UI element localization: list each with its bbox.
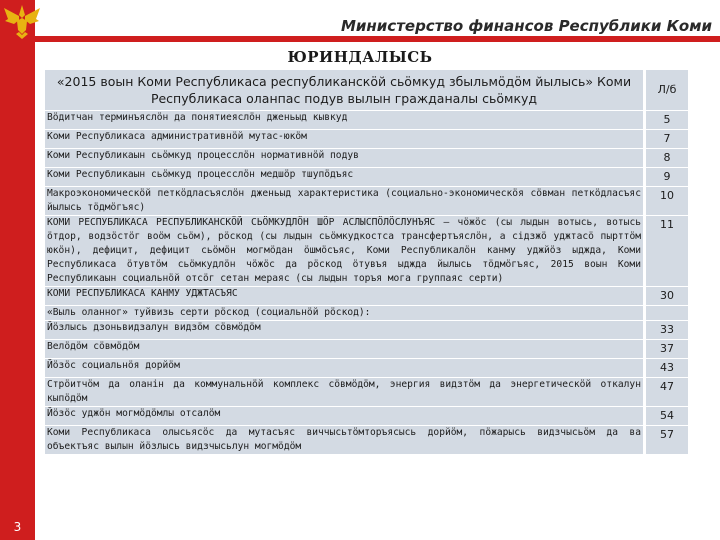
table-header-row bbox=[45, 70, 688, 110]
row-page: 30 bbox=[646, 287, 688, 305]
row-text: Коми Республикаын сьӧмкуд процесслӧн нормативнӧй подув bbox=[45, 149, 643, 167]
row-page: 5 bbox=[646, 111, 688, 129]
contents-table bbox=[45, 70, 688, 455]
table-row bbox=[45, 130, 688, 148]
row-text: КОМИ РЕСПУБЛИКАСА КАНМУ УДЖТАСЪЯС bbox=[45, 287, 643, 305]
header-rule bbox=[35, 36, 720, 42]
row-text: Коми Республикаса олысьясӧс да мутасъяс виччысьтӧмторъясысь дорйӧм, пӧжарысь видзчысьӧм да ва объектъяс вылын йӧзлысь видзчысьлун могмӧдӧм bbox=[47, 427, 641, 452]
row-text: Коми Республикаса административнӧй мутас-юкӧм bbox=[45, 130, 643, 148]
ministry-name: Министерство финансов Республики Коми bbox=[341, 17, 712, 35]
page-title: ЮРИНДАЛЫСЬ bbox=[287, 48, 433, 66]
row-page: 9 bbox=[646, 168, 688, 186]
row-text: Коми Республикаын сьӧмкуд процесслӧн медшӧр тшупӧдъяс bbox=[45, 168, 643, 186]
row-page: 47 bbox=[646, 378, 688, 406]
row-page: 10 bbox=[646, 187, 688, 215]
komi-bird-emblem-icon bbox=[2, 4, 42, 42]
row-page bbox=[646, 306, 688, 320]
table-row bbox=[45, 149, 688, 167]
table-row bbox=[45, 111, 688, 129]
row-text: Йӧзӧс социальнӧя дорйӧм bbox=[45, 359, 643, 377]
row-page: 43 bbox=[646, 359, 688, 377]
table-row bbox=[45, 426, 688, 454]
table-title: «2015 воын Коми Республикаса республиканскӧй сьӧмкуд збыльмӧдӧм йылысь» Коми Республикаса оланпас подув вылын гражданалы сьӧмкуд bbox=[45, 70, 643, 110]
table-row bbox=[45, 378, 688, 406]
table-row bbox=[45, 287, 688, 305]
table-row bbox=[45, 168, 688, 186]
left-accent-bar bbox=[0, 0, 35, 540]
row-text: Йӧзӧс уджӧн могмӧдӧмлы отсалӧм bbox=[45, 407, 643, 425]
table-row bbox=[45, 407, 688, 425]
row-page: 11 bbox=[646, 216, 688, 286]
slide-number: 3 bbox=[13, 520, 22, 534]
page-column-label: Л/б bbox=[646, 70, 688, 110]
row-page: 33 bbox=[646, 321, 688, 339]
row-text: Стрӧитчӧм да оланін да коммунальнӧй комплекс сӧвмӧдӧм, энергия видзтӧм да энергетическӧй откалун кыпӧдӧм bbox=[47, 379, 641, 404]
row-page: 7 bbox=[646, 130, 688, 148]
table-row bbox=[45, 340, 688, 358]
row-page: 8 bbox=[646, 149, 688, 167]
table-row bbox=[45, 187, 688, 215]
table-row bbox=[45, 216, 688, 286]
row-page: 57 bbox=[646, 426, 688, 454]
row-text: КОМИ РЕСПУБЛИКАСА РЕСПУБЛИКАНСКӦЙ СЬӦМКУДЛӦН ШӦР АСЛЫСПӦЛӦСЛУНЪЯС — чӧжӧс (сы лыдын вотысь, вотысь ӧтдор, водзӧстӧг воӧм сьӧм), рӧскод (сы лыдын сьӧмкудкостса трансфертъяслӧн, а сідзжӧ уджтасӧ пырттӧм юкӧн), дефицит, дефицит сьӧмӧн могмӧдан ӧшмӧсъяс, Коми Республикалӧн канму уджйӧз ыджда, Коми Республикаса ӧтувтӧм сьӧмкудлӧн чӧжӧс да рӧскод ӧтувъя ыджда йылысь тӧдмӧгъяс, 2015 воын Коми Республикаын социальнӧй отсӧг сетан мераяс (сы лыдын торъя мога группаяс серти) bbox=[47, 217, 641, 284]
row-text: Велӧдӧм сӧвмӧдӧм bbox=[45, 340, 643, 358]
section-label: «Выль оланног» туйвизь серти рӧскод (социальнӧй рӧскод): bbox=[45, 306, 643, 320]
row-text: Макроэкономическӧй петкӧдласъяслӧн дженьыд характеристика (социально-экономическӧя сӧвман петкӧдласъяс йылысь тӧдмӧгъяс) bbox=[47, 188, 641, 213]
row-text: Вӧдитчан терминъяслӧн да понятиеяслӧн дженьыд кывкуд bbox=[45, 111, 643, 129]
section-heading-row bbox=[45, 306, 688, 320]
table-row bbox=[45, 359, 688, 377]
row-text: Йӧзлысь дзоньвидзалун видзӧм сӧвмӧдӧм bbox=[45, 321, 643, 339]
row-page: 54 bbox=[646, 407, 688, 425]
table-row bbox=[45, 321, 688, 339]
row-page: 37 bbox=[646, 340, 688, 358]
